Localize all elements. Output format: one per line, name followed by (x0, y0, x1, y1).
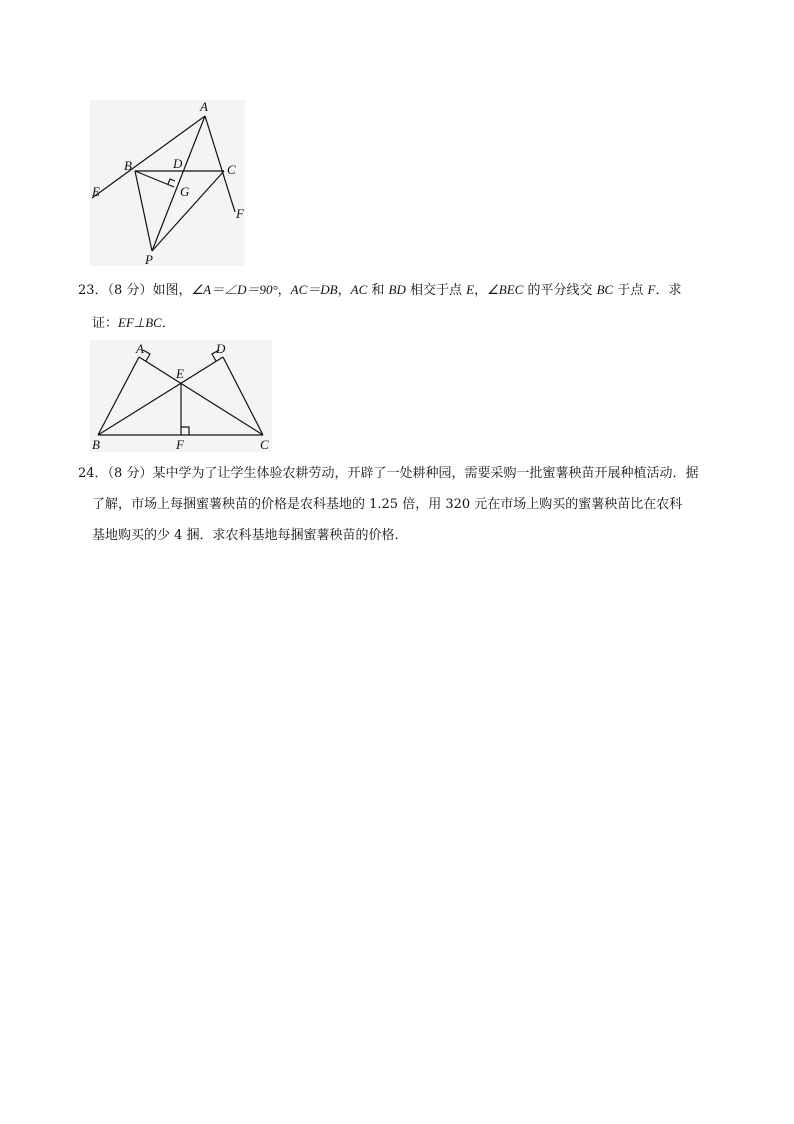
segment-AB (98, 357, 139, 435)
question-24-line-2: 了解，市场上每捆蜜薯秧苗的价格是农科基地的 1.25 倍，用 320 元在市场上购买的蜜薯秧苗比在农科 (92, 497, 683, 512)
right-angle-mark-G (168, 179, 175, 184)
segment-AC (139, 357, 263, 435)
text: 如图， (152, 283, 192, 298)
label-B: B (92, 437, 100, 452)
segment-BC: BC (596, 282, 614, 297)
condition-equal-segments: AC＝DB (290, 282, 338, 297)
text: 和 (367, 283, 389, 298)
segment-AC: AC (350, 282, 368, 297)
question-23-line-1 (78, 274, 708, 307)
segment-BP (135, 171, 152, 251)
text: ．求 (655, 283, 682, 298)
label-A: A (200, 100, 208, 114)
score: （8 分） (107, 466, 153, 481)
question-24 (78, 458, 708, 551)
label-B: B (124, 158, 132, 173)
label-E: E (176, 366, 184, 381)
label-E: E (92, 184, 100, 199)
label-D: D (173, 156, 183, 171)
question-number: 23． (78, 283, 108, 298)
point-F: F (647, 282, 656, 297)
segment-BD (98, 357, 223, 435)
text: 相交于点 (405, 283, 467, 298)
label-F: F (176, 437, 184, 452)
label-F: F (236, 206, 244, 221)
question-number: 24． (78, 466, 108, 481)
text: 证： (92, 316, 119, 331)
text: ， (474, 283, 488, 298)
segment-DC (223, 357, 263, 435)
label-A: A (136, 341, 144, 356)
right-angle-mark-A (143, 350, 150, 361)
point-E: E (466, 282, 475, 297)
text: 于点 (613, 283, 648, 298)
label-D: D (216, 341, 226, 356)
figure-2 (90, 340, 272, 452)
label-C: C (260, 437, 269, 452)
segment-BD: BD (388, 282, 406, 297)
label-C: C (227, 162, 236, 177)
angle-BEC: ∠BEC (487, 282, 524, 297)
text: ， (337, 283, 351, 298)
question-24-line-3: 基地购买的少 4 捆．求农科基地每捆蜜薯秧苗的价格． (92, 528, 408, 543)
figure-1-svg (90, 100, 245, 266)
figure-1 (90, 100, 245, 266)
text: ． (161, 316, 175, 331)
text: 的平分线交 (523, 283, 597, 298)
right-angle-mark-F (181, 427, 189, 435)
segment-BG (135, 171, 174, 187)
label-G: G (180, 184, 190, 199)
score: （8 分） (107, 283, 153, 298)
text: 某中学为了让学生体验农耕劳动，开辟了一处耕种园，需要采购一批蜜薯秧苗开展种植活动．据 (152, 466, 699, 481)
label-P: P (145, 252, 153, 266)
question-23-line-2 (78, 307, 708, 340)
figure-2-svg (90, 340, 272, 452)
question-23 (78, 274, 708, 340)
goal-perpendicular: EF⊥BC (118, 315, 162, 330)
segment-AP (152, 116, 205, 251)
text: ， (277, 283, 291, 298)
condition-angles: ∠A＝∠D＝90° (191, 282, 278, 297)
question-24-line-1 (78, 458, 708, 489)
